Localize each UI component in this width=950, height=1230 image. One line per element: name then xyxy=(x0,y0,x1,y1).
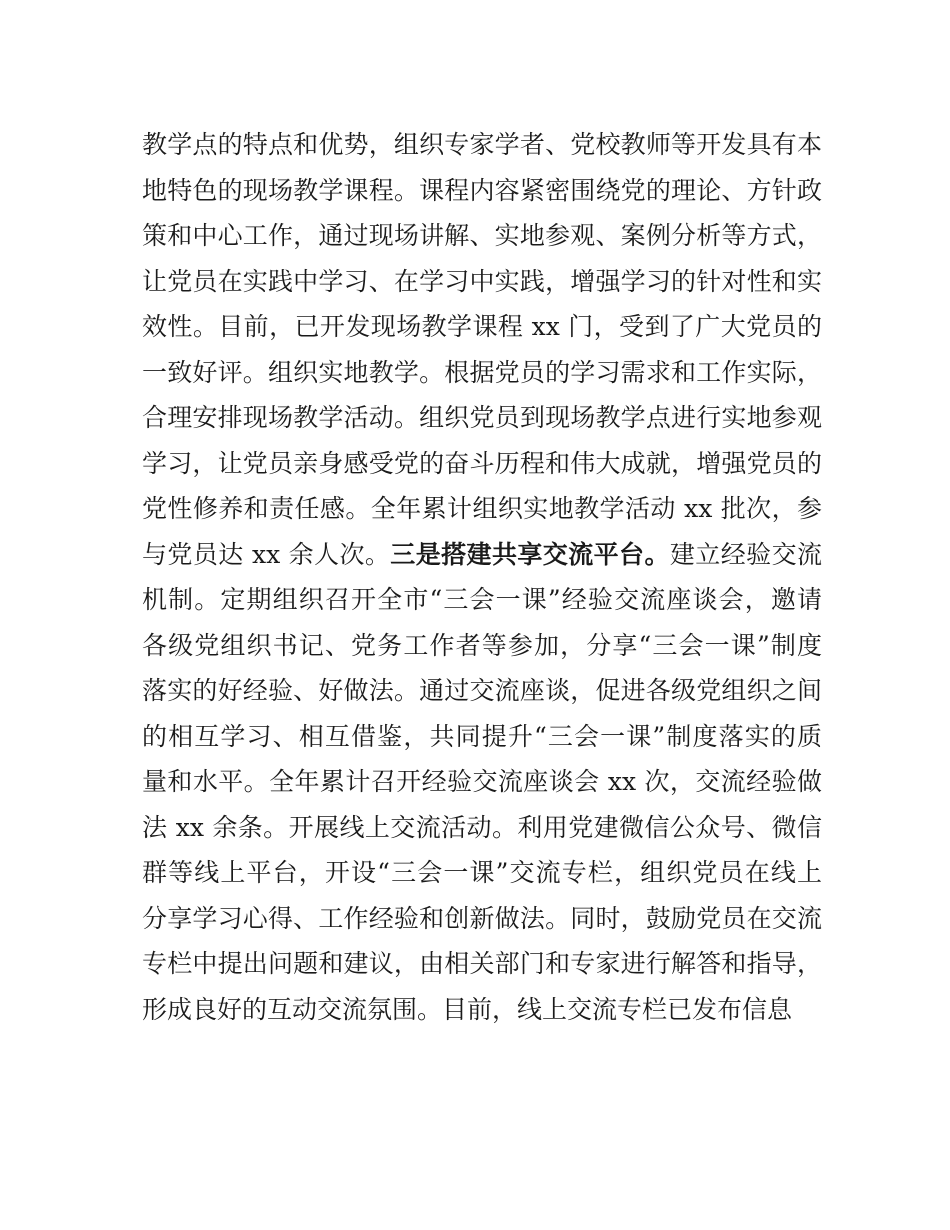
text-run: 与党员达 xx 余人次。 xyxy=(142,539,391,569)
text-line: 群等线上平台，开设“三会一课”交流专栏，组织党员在线上 xyxy=(142,858,822,887)
text-line: 机制。定期组织召开全市“三会一课”经验交流座谈会，邀请 xyxy=(142,585,822,614)
text-line: 各级党组织书记、党务工作者等参加，分享“三会一课”制度 xyxy=(142,630,822,660)
text-line: 策和中心工作，通过现场讲解、实地参观、案例分析等方式， xyxy=(142,221,822,250)
text-line: 地特色的现场教学课程。课程内容紧密围绕党的理论、方针政 xyxy=(142,175,822,205)
text-line: 党性修养和责任感。全年累计组织实地教学活动 xx 批次，参 xyxy=(142,494,822,523)
text-line: 学习，让党员亲身感受党的奋斗历程和伟大成就，增强党员的 xyxy=(142,448,822,478)
text-line: 的相互学习、相互借鉴，共同提升“三会一课”制度落实的质 xyxy=(142,721,822,751)
text-line: 合理安排现场教学活动。组织党员到现场教学点进行实地参观 xyxy=(142,403,822,432)
text-line-with-heading xyxy=(142,532,822,578)
text-line: 法 xx 余条。开展线上交流活动。利用党建微信公众号、微信 xyxy=(142,812,822,842)
text-line: 分享学习心得、工作经验和创新做法。同时，鼓励党员在交流 xyxy=(142,903,822,933)
text-line: 让党员在实践中学习、在学习中实践，增强学习的针对性和实 xyxy=(142,266,822,296)
text-line: 形成良好的互动交流氛围。目前，线上交流专栏已发布信息 xyxy=(142,994,793,1024)
body-paragraph xyxy=(142,122,822,1032)
text-line: 教学点的特点和优势，组织专家学者、党校教师等开发具有本 xyxy=(142,130,822,159)
section-heading-inline: 三是搭建共享交流平台。 xyxy=(390,539,670,569)
text-line: 落实的好经验、好做法。通过交流座谈，促进各级党组织之间 xyxy=(142,676,822,705)
text-line: 量和水平。全年累计召开经验交流座谈会 xx 次，交流经验做 xyxy=(142,767,822,796)
text-line: 效性。目前，已开发现场教学课程 xx 门，受到了广大党员的 xyxy=(142,312,822,341)
text-line: 一致好评。组织实地教学。根据党员的学习需求和工作实际， xyxy=(142,357,822,387)
text-line: 专栏中提出问题和建议，由相关部门和专家进行解答和指导， xyxy=(142,949,822,978)
text-run: 建立经验交流 xyxy=(669,539,822,569)
